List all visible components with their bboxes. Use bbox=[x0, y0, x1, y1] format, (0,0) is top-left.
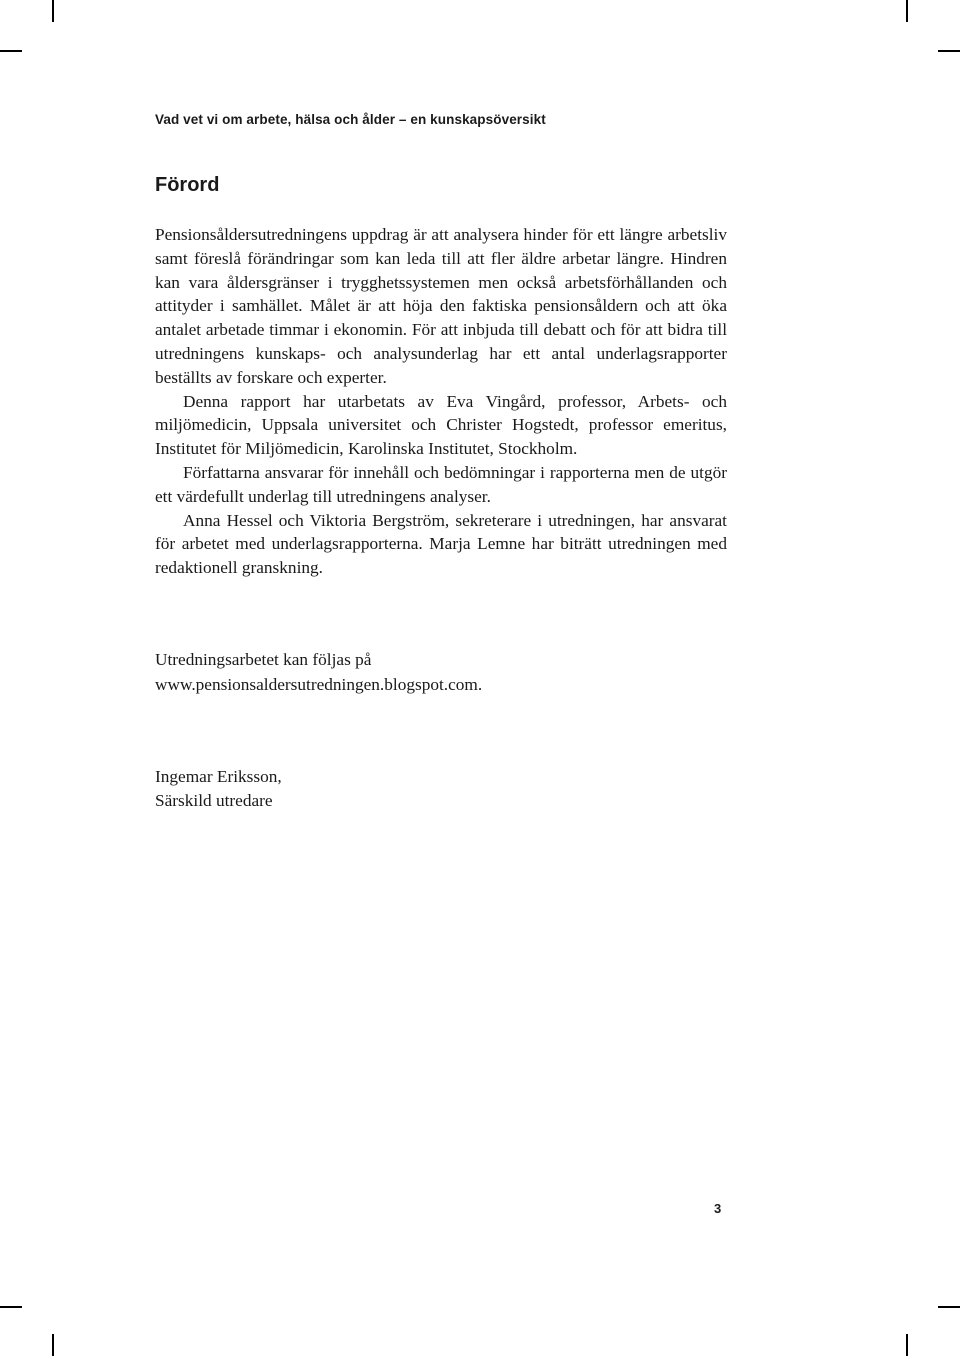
signature-role: Särskild utredare bbox=[155, 791, 273, 810]
signature bbox=[155, 765, 282, 813]
section-heading: Förord bbox=[155, 174, 220, 196]
crop-mark-right-top bbox=[938, 50, 960, 52]
paragraph: Anna Hessel och Viktoria Bergström, sekreterare i utredningen, har ansvarat för arbetet med underlagsrapporterna. Marja Lemne har biträtt utredningen med redaktionell granskning. bbox=[155, 510, 727, 578]
crop-mark-right-bottom bbox=[938, 1306, 960, 1308]
signature-name: Ingemar Eriksson, bbox=[155, 767, 282, 786]
blog-url: www.pensionsaldersutredningen.blogspot.com. bbox=[155, 674, 483, 694]
crop-mark-left-top bbox=[0, 50, 22, 52]
crop-mark-top-left bbox=[52, 0, 54, 22]
paragraph: Pensionsåldersutredningens uppdrag är att analysera hinder för ett längre arbetsliv samt föreslå förändringar som kan leda till att fler äldre arbetar längre. Hindren kan vara åldersgränser i trygghetssystemen men också arbetsförhållanden och attityder i samhället. Målet är att höja den faktiska pensionsåldern och att öka antalet arbetade timmar i ekonomin. För att inbjuda till debatt och för att bidra till utredningens kunskaps- och analysunderlag har ett antal underlagsrapporter beställts av forskare och experter. bbox=[155, 225, 727, 387]
paragraph: Författarna ansvarar för innehåll och bedömningar i rapporterna men de utgör ett värdefullt underlag till utredningens analyser. bbox=[155, 462, 727, 506]
crop-mark-bottom-right bbox=[906, 1334, 908, 1356]
crop-mark-left-bottom bbox=[0, 1306, 22, 1308]
crop-mark-top-right bbox=[906, 0, 908, 22]
crop-mark-bottom-left bbox=[52, 1334, 54, 1356]
follow-note-text: Utredningsarbetet kan följas på bbox=[155, 650, 372, 669]
body-text bbox=[155, 223, 727, 580]
follow-note bbox=[155, 648, 755, 697]
paragraph: Denna rapport har utarbetats av Eva Vingård, professor, Arbets- och miljömedicin, Uppsala universitet och Christer Hogstedt, professor emeritus, Institutet för Miljömedicin, Karolinska Institutet, Stockholm. bbox=[155, 391, 727, 459]
running-header: Vad vet vi om arbete, hälsa och ålder – en kunskapsöversikt bbox=[155, 112, 546, 127]
page-number: 3 bbox=[714, 1201, 722, 1216]
